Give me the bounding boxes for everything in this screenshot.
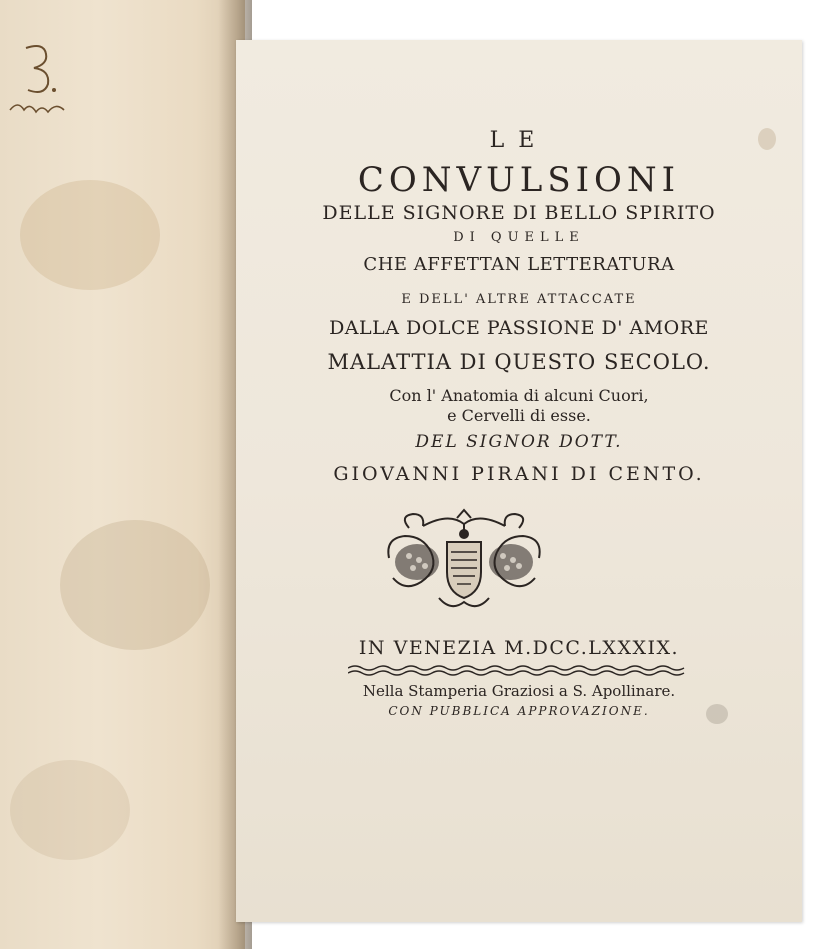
subtitle-line-1: Con l' Anatomia di alcuni Cuori, [389,386,649,405]
title-line-8: MALATTIA DI QUESTO SECOLO. [327,350,711,374]
title-line-7: DALLA DOLCE PASSIONE D' AMORE [329,317,709,339]
wavy-rule [348,664,690,676]
left-page-stain [10,760,130,860]
title-line-5: CHE AFFETTAN LETTERATURA [363,254,675,275]
author-prefix: DEL SIGNOR DOTT. [415,432,623,452]
subtitle-line-2: e Cervelli di esse. [447,406,591,425]
left-page [0,0,245,949]
left-page-stain [20,180,160,290]
printer-line: Nella Stamperia Graziosi a S. Apollinare. [362,682,676,700]
handwriting-icon [4,40,74,120]
imprint: IN VENEZIA M.DCC.LXXXIX. [358,637,680,659]
title-line-4: DI QUELLE [453,230,585,245]
title-line-6: E DELL' ALTRE ATTACCATE [401,292,637,307]
left-page-stain [60,520,210,650]
title-line-3: DELLE SIGNORE DI BELLO SPIRITO [322,202,716,224]
title-main: CONVULSIONI [357,160,681,200]
title-article: LE [489,128,549,153]
title-page [236,40,802,922]
author-name: GIOVANNI PIRANI DI CENTO. [333,463,705,485]
approval-line: CON PUBBLICA APPROVAZIONE. [388,704,650,718]
printers-ornament-icon [379,508,549,618]
